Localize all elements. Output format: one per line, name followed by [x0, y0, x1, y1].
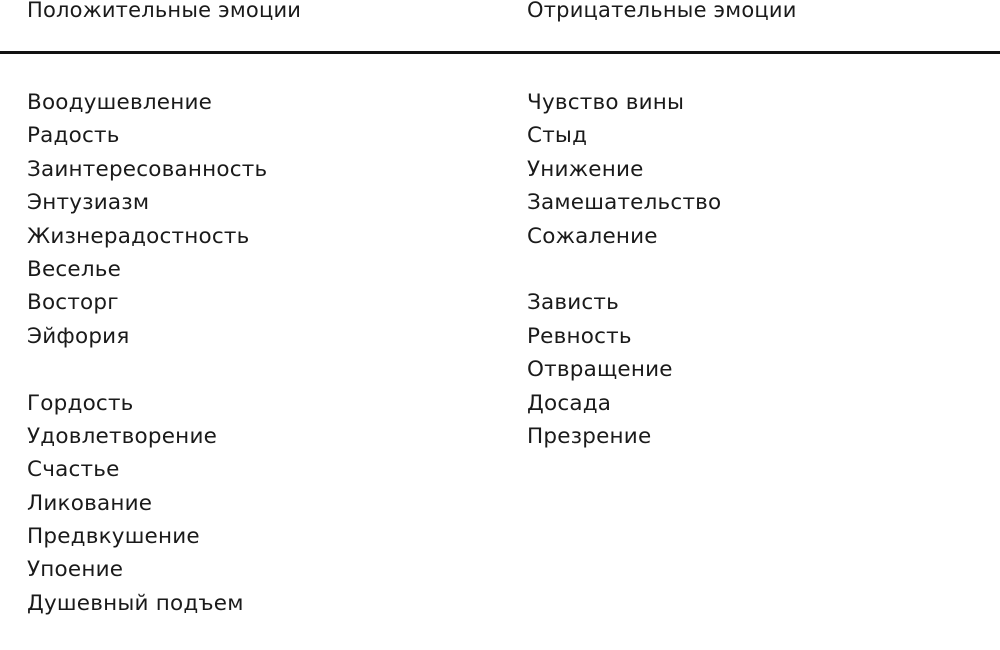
- list-item: Веселье: [27, 256, 122, 282]
- negative-group-2: [527, 286, 721, 453]
- list-item: Эйфория: [27, 323, 130, 349]
- list-item: Ревность: [527, 323, 632, 349]
- list-item: Упоение: [27, 557, 124, 583]
- list-item: Энтузиазм: [27, 190, 150, 216]
- header-divider: [0, 51, 1000, 54]
- list-item: Предвкушение: [27, 524, 200, 550]
- list-item: Счастье: [27, 457, 120, 483]
- list-item: Досада: [527, 390, 612, 416]
- list-item: Чувство вины: [527, 90, 685, 115]
- list-item: Заинтересованность: [27, 156, 268, 182]
- list-item: Отвращение: [527, 357, 673, 383]
- list-item: Радость: [27, 123, 120, 149]
- list-item: Гордость: [27, 390, 134, 416]
- list-item: Замешательство: [527, 190, 722, 216]
- negative-emotions-column: [527, 86, 721, 453]
- list-item: Сожаление: [527, 223, 658, 249]
- positive-emotions-heading: Положительные эмоции: [27, 0, 302, 22]
- list-item: Жизнерадостность: [27, 223, 250, 249]
- list-item: Стыд: [527, 123, 588, 149]
- list-item: Унижение: [527, 156, 644, 182]
- negative-group-1: [527, 86, 721, 253]
- table-header: [0, 0, 1000, 34]
- list-item: Восторг: [27, 290, 119, 316]
- positive-emotions-column: [27, 86, 267, 620]
- negative-emotions-heading: Отрицательные эмоции: [527, 0, 797, 22]
- list-item: Удовлетворение: [27, 423, 218, 449]
- list-item: Ликование: [27, 490, 153, 516]
- list-item: Душевный подъем: [27, 590, 244, 616]
- positive-group-1: [27, 86, 267, 353]
- list-item: Презрение: [527, 423, 652, 449]
- list-item: Зависть: [527, 290, 620, 316]
- positive-group-2: [27, 387, 267, 621]
- list-item: Воодушевление: [27, 90, 213, 115]
